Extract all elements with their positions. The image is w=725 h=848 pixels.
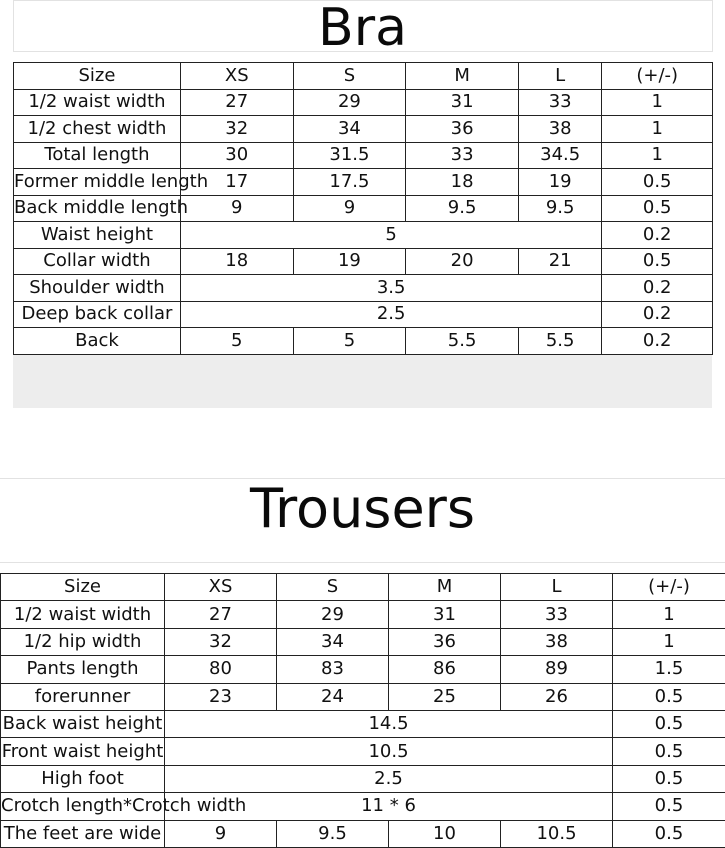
measurement-label: The feet are wide xyxy=(1,820,165,847)
tolerance-header: (+/-) xyxy=(602,63,713,90)
measurement-label: Crotch length*Crotch width xyxy=(1,793,165,820)
size-value: 31 xyxy=(389,601,501,628)
table-row xyxy=(1,683,725,710)
tolerance-value: 0.2 xyxy=(602,328,713,355)
table-row xyxy=(1,820,725,847)
table-row xyxy=(14,116,713,143)
size-value: 32 xyxy=(165,628,277,655)
tolerance-value: 0.5 xyxy=(602,169,713,196)
size-value: 38 xyxy=(501,628,613,655)
all-sizes-value: 2.5 xyxy=(180,301,601,328)
measurement-label: Former middle length xyxy=(14,169,181,196)
size-value: 33 xyxy=(406,142,519,169)
all-sizes-value: 10.5 xyxy=(165,738,613,765)
size-value: 33 xyxy=(501,601,613,628)
size-value: 18 xyxy=(406,169,519,196)
tolerance-header: (+/-) xyxy=(613,574,725,601)
tolerance-value: 0.5 xyxy=(613,710,725,737)
size-value: 9.5 xyxy=(518,195,601,222)
bra-footer-band xyxy=(13,355,712,408)
size-value: 36 xyxy=(406,116,519,143)
table-row xyxy=(1,601,725,628)
table-row xyxy=(14,169,713,196)
size-value: 20 xyxy=(406,248,519,275)
measurement-label: Pants length xyxy=(1,656,165,683)
size-value: 34 xyxy=(277,628,389,655)
tolerance-value: 0.2 xyxy=(602,222,713,249)
tolerance-value: 0.5 xyxy=(613,820,725,847)
table-row xyxy=(1,656,725,683)
bra-size-table xyxy=(13,62,713,355)
size-value: 9 xyxy=(165,820,277,847)
measurement-label: Back waist height xyxy=(1,710,165,737)
size-value: 9 xyxy=(293,195,406,222)
table-row xyxy=(1,793,725,820)
trousers-title: Trousers xyxy=(249,477,476,540)
table-row xyxy=(14,301,713,328)
table-row xyxy=(1,738,725,765)
size-s-header: S xyxy=(293,63,406,90)
trousers-header-row xyxy=(1,574,725,601)
size-value: 31.5 xyxy=(293,142,406,169)
measurement-label: Deep back collar xyxy=(14,301,181,328)
all-sizes-value: 11 * 6 xyxy=(165,793,613,820)
size-value: 86 xyxy=(389,656,501,683)
size-value: 18 xyxy=(180,248,293,275)
table-row xyxy=(14,142,713,169)
size-m-header: M xyxy=(389,574,501,601)
all-sizes-value: 5 xyxy=(180,222,601,249)
size-value: 24 xyxy=(277,683,389,710)
tolerance-value: 0.5 xyxy=(613,738,725,765)
size-value: 80 xyxy=(165,656,277,683)
size-value: 33 xyxy=(518,89,601,116)
size-value: 5.5 xyxy=(518,328,601,355)
measurement-label: Back xyxy=(14,328,181,355)
size-value: 10 xyxy=(389,820,501,847)
tolerance-value: 1 xyxy=(613,628,725,655)
tolerance-value: 1 xyxy=(602,89,713,116)
size-header: Size xyxy=(1,574,165,601)
table-row xyxy=(14,248,713,275)
size-value: 9.5 xyxy=(406,195,519,222)
size-value: 83 xyxy=(277,656,389,683)
size-value: 30 xyxy=(180,142,293,169)
size-value: 21 xyxy=(518,248,601,275)
size-value: 5.5 xyxy=(406,328,519,355)
measurement-label: Back middle length xyxy=(14,195,181,222)
table-row xyxy=(1,765,725,792)
measurement-label: High foot xyxy=(1,765,165,792)
size-value: 23 xyxy=(165,683,277,710)
size-s-header: S xyxy=(277,574,389,601)
tolerance-value: 0.2 xyxy=(602,275,713,302)
size-value: 29 xyxy=(277,601,389,628)
size-value: 10.5 xyxy=(501,820,613,847)
measurement-label: 1/2 waist width xyxy=(14,89,181,116)
table-row xyxy=(14,328,713,355)
size-value: 34.5 xyxy=(518,142,601,169)
size-value: 25 xyxy=(389,683,501,710)
measurement-label: Total length xyxy=(14,142,181,169)
size-header: Size xyxy=(14,63,181,90)
tolerance-value: 0.5 xyxy=(602,248,713,275)
table-row xyxy=(1,628,725,655)
table-row xyxy=(14,275,713,302)
tolerance-value: 1 xyxy=(613,601,725,628)
tolerance-value: 1 xyxy=(602,142,713,169)
measurement-label: 1/2 chest width xyxy=(14,116,181,143)
size-value: 9.5 xyxy=(277,820,389,847)
all-sizes-value: 14.5 xyxy=(165,710,613,737)
tolerance-value: 0.5 xyxy=(613,683,725,710)
size-value: 5 xyxy=(180,328,293,355)
tolerance-value: 0.2 xyxy=(602,301,713,328)
size-value: 26 xyxy=(501,683,613,710)
tolerance-value: 1.5 xyxy=(613,656,725,683)
size-value: 17 xyxy=(180,169,293,196)
table-row xyxy=(14,222,713,249)
measurement-label: Collar width xyxy=(14,248,181,275)
table-row xyxy=(14,195,713,222)
measurement-label: Waist height xyxy=(14,222,181,249)
size-value: 31 xyxy=(406,89,519,116)
size-xs-header: XS xyxy=(180,63,293,90)
size-l-header: L xyxy=(518,63,601,90)
size-value: 5 xyxy=(293,328,406,355)
size-value: 89 xyxy=(501,656,613,683)
size-value: 9 xyxy=(180,195,293,222)
size-value: 17.5 xyxy=(293,169,406,196)
tolerance-value: 0.5 xyxy=(613,765,725,792)
size-value: 36 xyxy=(389,628,501,655)
bra-header-row xyxy=(14,63,713,90)
measurement-label: Shoulder width xyxy=(14,275,181,302)
size-value: 29 xyxy=(293,89,406,116)
size-value: 19 xyxy=(293,248,406,275)
tolerance-value: 0.5 xyxy=(613,793,725,820)
tolerance-value: 1 xyxy=(602,116,713,143)
measurement-label: 1/2 hip width xyxy=(1,628,165,655)
measurement-label: 1/2 waist width xyxy=(1,601,165,628)
size-value: 27 xyxy=(165,601,277,628)
measurement-label: Front waist height xyxy=(1,738,165,765)
size-value: 27 xyxy=(180,89,293,116)
size-value: 38 xyxy=(518,116,601,143)
size-value: 32 xyxy=(180,116,293,143)
size-xs-header: XS xyxy=(165,574,277,601)
size-l-header: L xyxy=(501,574,613,601)
measurement-label: forerunner xyxy=(1,683,165,710)
bra-title: Bra xyxy=(318,0,407,58)
all-sizes-value: 2.5 xyxy=(165,765,613,792)
table-row xyxy=(1,710,725,737)
all-sizes-value: 3.5 xyxy=(180,275,601,302)
trousers-size-table xyxy=(0,573,725,848)
size-value: 19 xyxy=(518,169,601,196)
table-row xyxy=(14,89,713,116)
size-value: 34 xyxy=(293,116,406,143)
size-m-header: M xyxy=(406,63,519,90)
tolerance-value: 0.5 xyxy=(602,195,713,222)
